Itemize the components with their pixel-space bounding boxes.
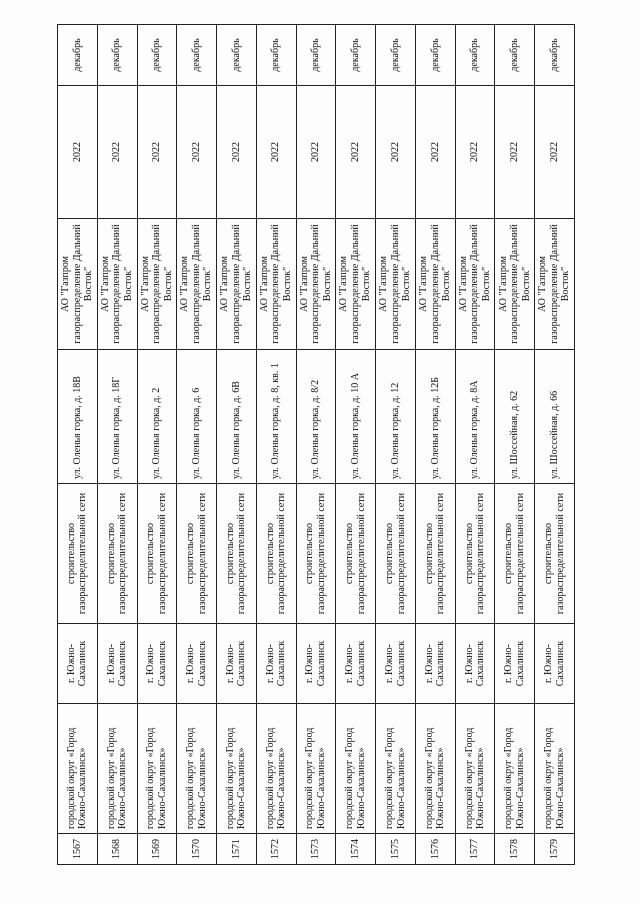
work-type-cell: строительство газораспределительной сети [217,484,257,624]
table-row [415,25,455,865]
work-type-cell: строительство газораспределительной сети [376,484,416,624]
year-cell: 2022 [376,86,416,219]
row-number: 1573 [296,834,336,865]
organization-cell: АО "Газпром газораспределение Дальний Восток" [535,219,575,350]
year-cell: 2022 [256,86,296,219]
month-cell: декабрь [58,25,98,86]
address-cell: ул. Оленья горка, д. 10 А [336,350,376,484]
address-cell: ул. Оленья горка, д. 18В [58,350,98,484]
municipality-cell: городской округ «Город Южно-Сахалинск» [535,704,575,834]
month-cell: декабрь [535,25,575,86]
municipality-cell: городской округ «Город Южно-Сахалинск» [415,704,455,834]
organization-cell: АО "Газпром газораспределение Дальний Восток" [256,219,296,350]
table-row [217,25,257,865]
locality-cell: г. Южно-Сахалинск [137,624,177,704]
organization-cell: АО "Газпром газораспределение Дальний Восток" [495,219,535,350]
table-row [97,25,137,865]
row-number: 1577 [455,834,495,865]
year-cell: 2022 [535,86,575,219]
address-cell: ул. Оленья горка, д. 6В [217,350,257,484]
table-row [495,25,535,865]
month-cell: декабрь [256,25,296,86]
table-row [256,25,296,865]
organization-cell: АО "Газпром газораспределение Дальний Восток" [296,219,336,350]
rotated-table-wrapper [57,25,575,865]
row-number: 1568 [97,834,137,865]
year-cell: 2022 [177,86,217,219]
month-cell: декабрь [97,25,137,86]
locality-cell: г. Южно-Сахалинск [97,624,137,704]
locality-cell: г. Южно-Сахалинск [58,624,98,704]
organization-cell: АО "Газпром газораспределение Дальний Восток" [455,219,495,350]
organization-cell: АО "Газпром газораспределение Дальний Восток" [217,219,257,350]
month-cell: декабрь [137,25,177,86]
month-cell: декабрь [376,25,416,86]
municipality-cell: городской округ «Город Южно-Сахалинск» [336,704,376,834]
work-type-cell: строительство газораспределительной сети [535,484,575,624]
table-row [336,25,376,865]
address-cell: ул. Оленья горка, д. 18Г [97,350,137,484]
row-number: 1570 [177,834,217,865]
locality-cell: г. Южно-Сахалинск [495,624,535,704]
table-row [535,25,575,865]
month-cell: декабрь [495,25,535,86]
organization-cell: АО "Газпром газораспределение Дальний Восток" [97,219,137,350]
month-cell: декабрь [455,25,495,86]
municipality-cell: городской округ «Город Южно-Сахалинск» [137,704,177,834]
table-row [177,25,217,865]
municipality-cell: городской округ «Город Южно-Сахалинск» [256,704,296,834]
municipality-cell: городской округ «Город Южно-Сахалинск» [455,704,495,834]
municipality-cell: городской округ «Город Южно-Сахалинск» [376,704,416,834]
locality-cell: г. Южно-Сахалинск [296,624,336,704]
municipality-cell: городской округ «Город Южно-Сахалинск» [58,704,98,834]
organization-cell: АО "Газпром газораспределение Дальний Восток" [177,219,217,350]
municipality-cell: городской округ «Город Южно-Сахалинск» [177,704,217,834]
row-number: 1579 [535,834,575,865]
organization-cell: АО "Газпром газораспределение Дальний Восток" [137,219,177,350]
year-cell: 2022 [217,86,257,219]
work-type-cell: строительство газораспределительной сети [495,484,535,624]
address-cell: ул. Оленья горка, д. 6 [177,350,217,484]
municipality-cell: городской округ «Город Южно-Сахалинск» [495,704,535,834]
work-type-cell: строительство газораспределительной сети [177,484,217,624]
year-cell: 2022 [58,86,98,219]
locality-cell: г. Южно-Сахалинск [455,624,495,704]
month-cell: декабрь [217,25,257,86]
address-cell: ул. Оленья горка, д. 12 [376,350,416,484]
address-cell: ул. Оленья горка, д. 2 [137,350,177,484]
work-type-cell: строительство газораспределительной сети [137,484,177,624]
address-cell: ул. Оленья горка, д. 8, кв. 1 [256,350,296,484]
row-number: 1575 [376,834,416,865]
work-type-cell: строительство газораспределительной сети [415,484,455,624]
year-cell: 2022 [336,86,376,219]
table-row [376,25,416,865]
work-type-cell: строительство газораспределительной сети [296,484,336,624]
year-cell: 2022 [495,86,535,219]
locality-cell: г. Южно-Сахалинск [177,624,217,704]
month-cell: декабрь [177,25,217,86]
address-cell: ул. Шоссейная, д. 66 [535,350,575,484]
work-type-cell: строительство газораспределительной сети [97,484,137,624]
row-number: 1574 [336,834,376,865]
table-row [58,25,98,865]
work-type-cell: строительство газораспределительной сети [336,484,376,624]
table-row [296,25,336,865]
row-number: 1576 [415,834,455,865]
address-cell: ул. Оленья горка, д. 8/2 [296,350,336,484]
address-cell: ул. Оленья горка, д. 12Б [415,350,455,484]
month-cell: декабрь [296,25,336,86]
month-cell: декабрь [415,25,455,86]
row-number: 1572 [256,834,296,865]
locality-cell: г. Южно-Сахалинск [415,624,455,704]
year-cell: 2022 [137,86,177,219]
locality-cell: г. Южно-Сахалинск [256,624,296,704]
municipality-cell: городской округ «Город Южно-Сахалинск» [97,704,137,834]
year-cell: 2022 [97,86,137,219]
row-number: 1569 [137,834,177,865]
year-cell: 2022 [415,86,455,219]
organization-cell: АО "Газпром газораспределение Дальний Восток" [58,219,98,350]
municipality-cell: городской округ «Город Южно-Сахалинск» [217,704,257,834]
month-cell: декабрь [336,25,376,86]
organization-cell: АО "Газпром газораспределение Дальний Восток" [415,219,455,350]
locality-cell: г. Южно-Сахалинск [535,624,575,704]
row-number: 1571 [217,834,257,865]
locality-cell: г. Южно-Сахалинск [376,624,416,704]
locality-cell: г. Южно-Сахалинск [217,624,257,704]
municipality-cell: городской округ «Город Южно-Сахалинск» [296,704,336,834]
table-row [455,25,495,865]
address-cell: ул. Шоссейная, д. 62 [495,350,535,484]
row-number: 1578 [495,834,535,865]
row-number: 1567 [58,834,98,865]
gas-network-table [57,24,575,865]
address-cell: ул. Оленья горка, д. 8А [455,350,495,484]
year-cell: 2022 [296,86,336,219]
work-type-cell: строительство газораспределительной сети [256,484,296,624]
organization-cell: АО "Газпром газораспределение Дальний Восток" [376,219,416,350]
locality-cell: г. Южно-Сахалинск [336,624,376,704]
work-type-cell: строительство газораспределительной сети [58,484,98,624]
table-row [137,25,177,865]
work-type-cell: строительство газораспределительной сети [455,484,495,624]
organization-cell: АО "Газпром газораспределение Дальний Восток" [336,219,376,350]
table-body [58,25,575,865]
year-cell: 2022 [455,86,495,219]
